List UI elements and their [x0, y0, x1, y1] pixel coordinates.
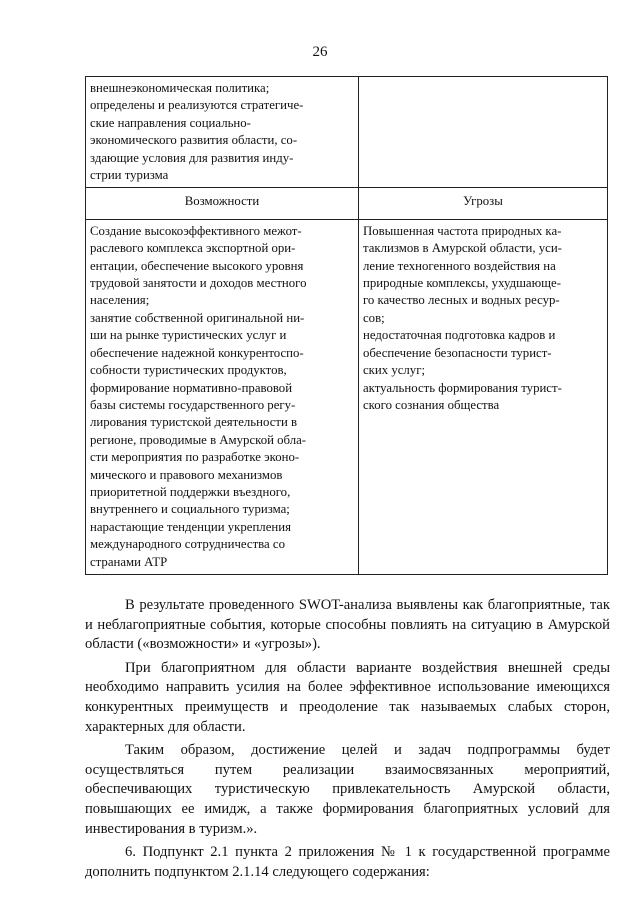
- cell-line: формирование нормативно-правовой: [90, 380, 293, 395]
- cell-line: ши на рынке туристических услуг и: [90, 328, 287, 343]
- paragraph: 6. Подпункт 2.1 пункта 2 приложения № 1 к государственной программе дополнить подпунктом 2.1.14 следующего содержания:: [85, 844, 610, 880]
- cell-line: внутреннего и социального туризма;: [90, 502, 290, 517]
- cell-line: экономического развития области, со-: [90, 133, 298, 148]
- page-number: 26: [312, 44, 328, 60]
- body-text: [85, 596, 610, 886]
- swot-table: [85, 76, 608, 575]
- threats-cell: [359, 219, 608, 574]
- cell-line: международного сотрудничества со: [90, 537, 285, 552]
- cell-line: стрии туризма: [90, 168, 169, 183]
- strengths-continued-cell: [86, 77, 359, 188]
- table-row-content: [86, 219, 608, 574]
- weaknesses-continued-cell: [359, 77, 608, 188]
- cell-line: ского сознания общества: [363, 397, 500, 412]
- cell-line: странами АТР: [90, 554, 168, 569]
- paragraph: Таким образом, достижение целей и задач подпрограммы будет осуществляться путем реализации взаимосвязанных мероприятий, обеспечивающих туристическую привлекательность Амурской области, повышающих ее имидж, а также формирования благоприятных условий для инвестирования в туризм.».: [85, 742, 610, 837]
- paragraph: При благоприятном для области варианте воздействия внешней среды необходимо направить усилия на более эффективное использование имеющихся конкурентных преимуществ и преодоление так называемых слабых сторон, характерных для области.: [85, 659, 610, 735]
- opportunities-cell: [86, 219, 359, 574]
- threats-header: Угрозы: [359, 188, 608, 219]
- cell-line: актуальность формирования турист-: [363, 380, 562, 395]
- cell-line: мического и правового механизмов: [90, 467, 283, 482]
- cell-line: ских услуг;: [363, 363, 426, 378]
- cell-line: сти мероприятия по разработке эконо-: [90, 450, 300, 465]
- opportunities-header: Возможности: [86, 188, 359, 219]
- cell-line: внешнеэкономическая политика;: [90, 81, 270, 95]
- table-header-row: [86, 188, 608, 219]
- cell-line: собности туристических продуктов,: [90, 363, 287, 378]
- cell-line: населения;: [90, 293, 150, 308]
- cell-line: трудовой занятости и доходов местного: [90, 276, 307, 291]
- cell-line: ентации, обеспечение высокого уровня: [90, 258, 304, 273]
- cell-line: нарастающие тенденции укрепления: [90, 519, 291, 534]
- table-row-continuation: [86, 77, 608, 188]
- cell-line: таклизмов в Амурской области, уси-: [363, 241, 562, 256]
- paragraph: В результате проведенного SWOT-анализа выявлены как благоприятные, так и неблагоприятные события, которые способны повлиять на ситуацию в Амурской области («возможности» и «угрозы»).: [85, 597, 610, 653]
- cell-line: ские направления социально-: [90, 115, 251, 130]
- cell-line: обеспечение надежной конкурентоспо-: [90, 345, 304, 360]
- cell-line: занятие собственной оригинальной ни-: [90, 310, 305, 325]
- cell-line: регионе, проводимые в Амурской обла-: [90, 432, 307, 447]
- cell-line: недостаточная подготовка кадров и: [363, 328, 556, 343]
- cell-line: ление техногенного воздействия на: [363, 258, 556, 273]
- cell-line: обеспечение безопасности турист-: [363, 345, 552, 360]
- cell-line: Создание высокоэффективного межот-: [90, 223, 302, 238]
- cell-line: лирования туристской деятельности в: [90, 415, 298, 430]
- cell-line: определены и реализуются стратегиче-: [90, 98, 304, 113]
- cell-line: го качество лесных и водных ресур-: [363, 293, 560, 308]
- cell-line: базы системы государственного регу-: [90, 397, 296, 412]
- cell-line: здающие условия для развития инду-: [90, 150, 294, 165]
- cell-line: приоритетной поддержки въездного,: [90, 484, 291, 499]
- cell-line: природные комплексы, ухудшающе-: [363, 276, 561, 291]
- cell-line: раслевого комплекса экспортной ори-: [90, 241, 296, 256]
- cell-line: Повышенная частота природных ка-: [363, 223, 562, 238]
- cell-line: сов;: [363, 310, 385, 325]
